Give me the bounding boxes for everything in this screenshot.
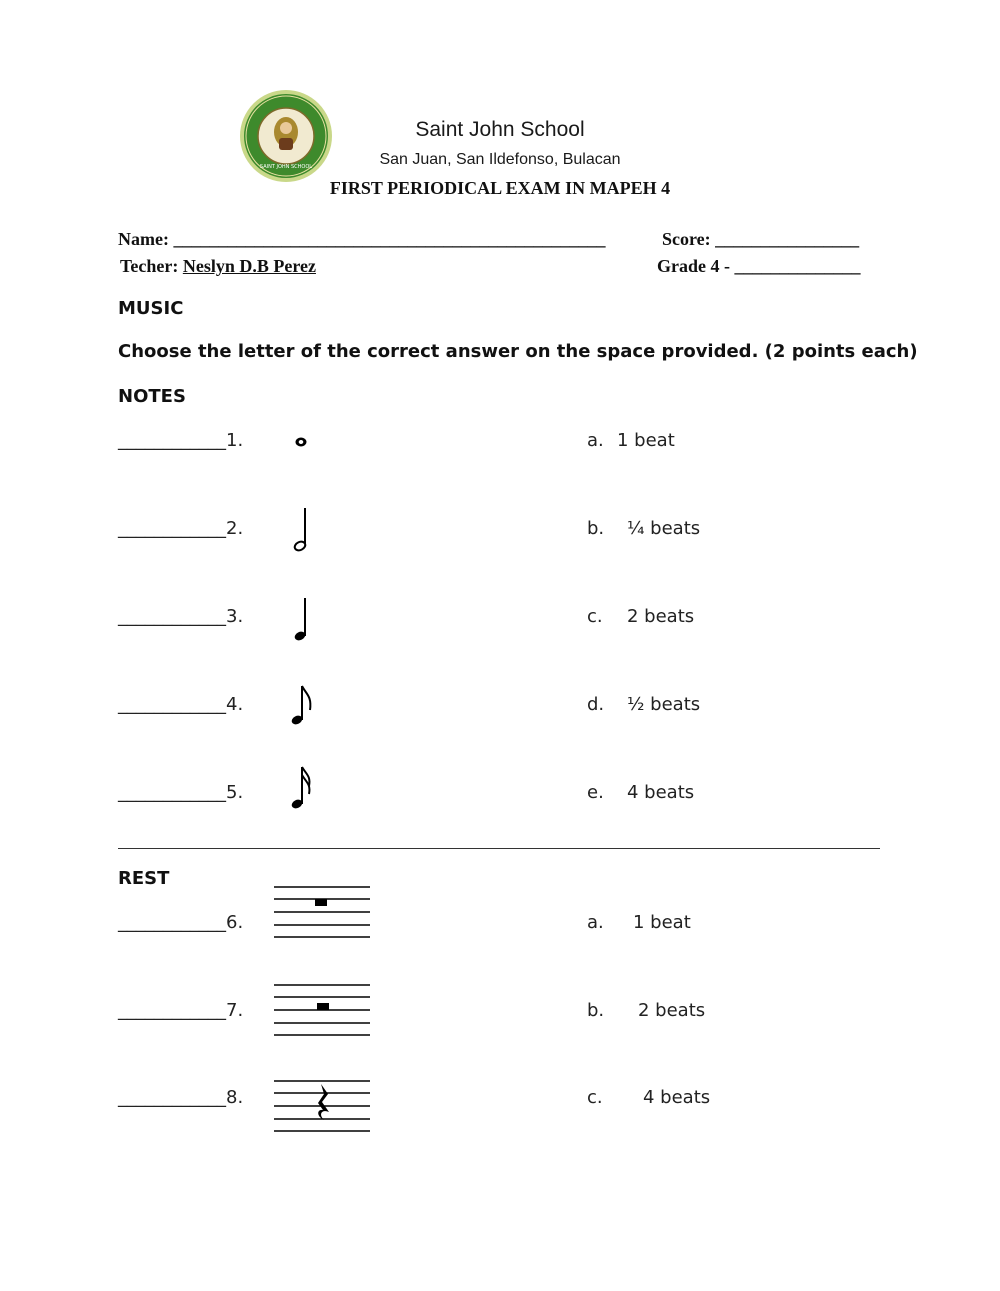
rest-choice-b (587, 1000, 705, 1021)
teacher-label: Techer: (120, 256, 179, 276)
whole-rest-icon (272, 882, 372, 942)
section-divider (118, 848, 880, 849)
grade-line[interactable]: ______________ (734, 256, 861, 276)
answer-blank-3[interactable]: ____________3. (118, 606, 244, 627)
answer-blank-2[interactable]: ____________2. (118, 518, 244, 539)
choice-letter: b. (587, 518, 605, 539)
note-choice-c (587, 606, 694, 627)
answer-blank-7[interactable]: ____________7. (118, 1000, 244, 1021)
quarter-rest-icon (272, 1076, 372, 1136)
eighth-note-icon (286, 682, 316, 732)
choice-letter: c. (587, 606, 603, 627)
score-row (662, 229, 859, 250)
note-choice-b (587, 518, 700, 539)
choice-text: 1 beat (633, 912, 691, 933)
answer-blank-6[interactable]: ____________6. (118, 912, 244, 933)
grade-row (657, 256, 860, 277)
choice-text: ¼ beats (627, 518, 701, 539)
rest-choice-c (587, 1087, 710, 1108)
rest-choice-a (587, 912, 691, 933)
instruction-text: Choose the letter of the correct answer on the space provided. (2 points each) (118, 341, 918, 362)
half-note-icon (286, 504, 316, 554)
school-address: San Juan, San Ildefonso, Bulacan (379, 151, 621, 168)
name-row (118, 229, 605, 250)
choice-text: 1 beat (617, 430, 675, 451)
note-choice-e (587, 782, 694, 803)
seal-text: SAINT JOHN SCHOOL (259, 164, 313, 170)
choice-letter: c. (587, 1087, 603, 1108)
school-name: Saint John School (415, 118, 585, 141)
note-choice-d (587, 694, 700, 715)
name-label: Name: (118, 229, 169, 249)
rest-title: REST (118, 868, 170, 889)
answer-blank-4[interactable]: ____________4. (118, 694, 244, 715)
teacher-name: Neslyn D.B Perez (182, 256, 316, 276)
answer-blank-8[interactable]: ____________8. (118, 1087, 244, 1108)
choice-text: 2 beats (638, 1000, 706, 1021)
answer-blank-1[interactable]: ____________1. (118, 430, 244, 451)
note-choice-a (587, 430, 675, 451)
choice-text: 4 beats (643, 1087, 711, 1108)
name-line[interactable]: ________________________________________________ (173, 229, 606, 249)
answer-blank-5[interactable]: ____________5. (118, 782, 244, 803)
choice-text: ½ beats (627, 694, 701, 715)
teacher-row (120, 256, 316, 277)
quarter-note-icon (286, 594, 316, 644)
choice-letter: a. (587, 430, 604, 451)
notes-title: NOTES (118, 386, 186, 407)
half-rest-icon (272, 980, 372, 1040)
score-label: Score: (662, 229, 711, 249)
exam-title: FIRST PERIODICAL EXAM IN MAPEH 4 (329, 178, 671, 198)
choice-letter: b. (587, 1000, 605, 1021)
grade-label: Grade 4 - (657, 256, 730, 276)
choice-letter: a. (587, 912, 604, 933)
sixteenth-note-icon (286, 764, 316, 814)
whole-note-icon (286, 426, 316, 456)
choice-letter: d. (587, 694, 605, 715)
choice-text: 4 beats (627, 782, 695, 803)
music-title: MUSIC (118, 298, 184, 319)
score-line[interactable]: ________________ (715, 229, 860, 249)
choice-text: 2 beats (627, 606, 695, 627)
choice-letter: e. (587, 782, 604, 803)
